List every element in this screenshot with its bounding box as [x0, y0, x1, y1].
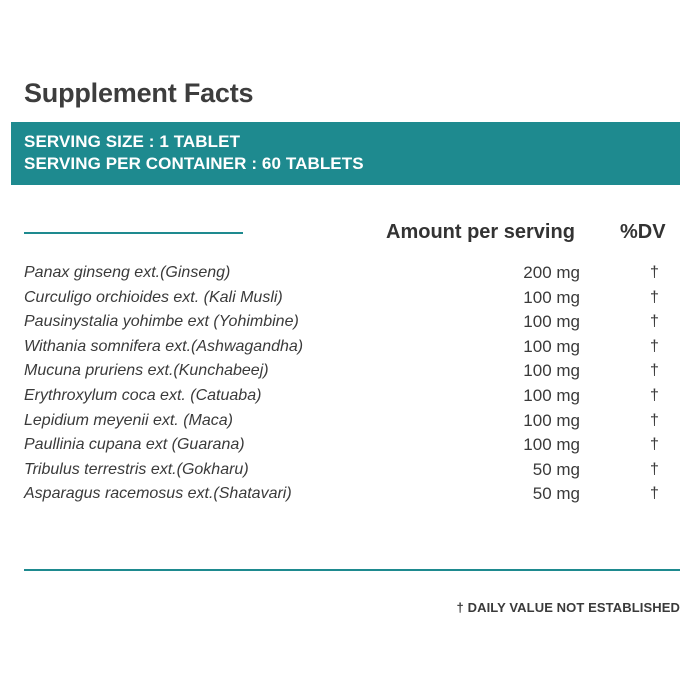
dv-column-header: %DV	[620, 221, 666, 243]
header-divider	[24, 232, 243, 234]
footnote: † DAILY VALUE NOT ESTABLISHED	[456, 600, 680, 615]
ingredient-dv: †	[650, 288, 659, 306]
ingredient-amount: 50 mg	[532, 484, 580, 504]
amount-column-header: Amount per serving	[386, 221, 575, 243]
ingredient-row	[0, 458, 690, 483]
ingredient-name: Paullinia cupana ext (Guarana)	[24, 436, 245, 454]
ingredient-dv: †	[650, 362, 659, 380]
ingredient-row	[0, 261, 690, 286]
ingredient-list	[0, 261, 690, 507]
ingredient-name: Panax ginseng ext.(Ginseng)	[24, 264, 231, 281]
ingredient-dv: †	[650, 436, 659, 454]
page-title: Supplement Facts	[24, 78, 254, 108]
ingredient-name: Asparagus racemosus ext.(Shatavari)	[24, 485, 292, 503]
ingredient-row	[0, 335, 690, 360]
serving-size: SERVING SIZE : 1 TABLET	[24, 132, 241, 151]
ingredient-name: Tribulus terrestris ext.(Gokharu)	[24, 460, 249, 478]
ingredient-dv: †	[650, 411, 659, 429]
ingredient-name: Mucuna pruriens ext.(Kunchabeej)	[24, 362, 269, 380]
ingredient-amount: 100 mg	[523, 336, 580, 356]
ingredient-amount: 100 mg	[523, 385, 580, 405]
ingredient-dv: †	[650, 485, 659, 503]
ingredient-amount: 100 mg	[523, 410, 580, 430]
ingredient-name: Erythroxylum coca ext. (Catuaba)	[24, 386, 262, 404]
ingredient-amount: 100 mg	[523, 287, 580, 307]
ingredient-amount: 100 mg	[523, 312, 580, 332]
ingredient-name: Lepidium meyenii ext. (Maca)	[24, 411, 233, 429]
ingredient-amount: 100 mg	[523, 361, 580, 381]
ingredient-amount: 50 mg	[532, 459, 580, 479]
ingredient-name: Curculigo orchioides ext. (Kali Musli)	[24, 288, 283, 306]
serving-per-container: SERVING PER CONTAINER : 60 TABLETS	[24, 154, 364, 173]
ingredient-row	[0, 433, 690, 458]
ingredient-row	[0, 286, 690, 311]
ingredient-row	[0, 409, 690, 434]
ingredient-dv: †	[650, 460, 659, 478]
ingredient-name: Withania somnifera ext.(Ashwagandha)	[24, 337, 304, 355]
ingredient-amount: 200 mg	[523, 263, 580, 282]
ingredient-amount: 100 mg	[523, 435, 580, 455]
ingredient-name: Pausinystalia yohimbe ext (Yohimbine)	[24, 313, 299, 331]
ingredient-row	[0, 310, 690, 335]
ingredient-row	[0, 384, 690, 409]
ingredient-dv: †	[650, 313, 659, 331]
ingredient-dv: †	[650, 386, 659, 404]
ingredient-dv: †	[650, 264, 659, 281]
ingredient-row	[0, 359, 690, 384]
bottom-divider	[24, 569, 680, 571]
ingredient-dv: †	[650, 337, 659, 355]
ingredient-row	[0, 482, 690, 507]
serving-info-banner	[11, 122, 680, 185]
